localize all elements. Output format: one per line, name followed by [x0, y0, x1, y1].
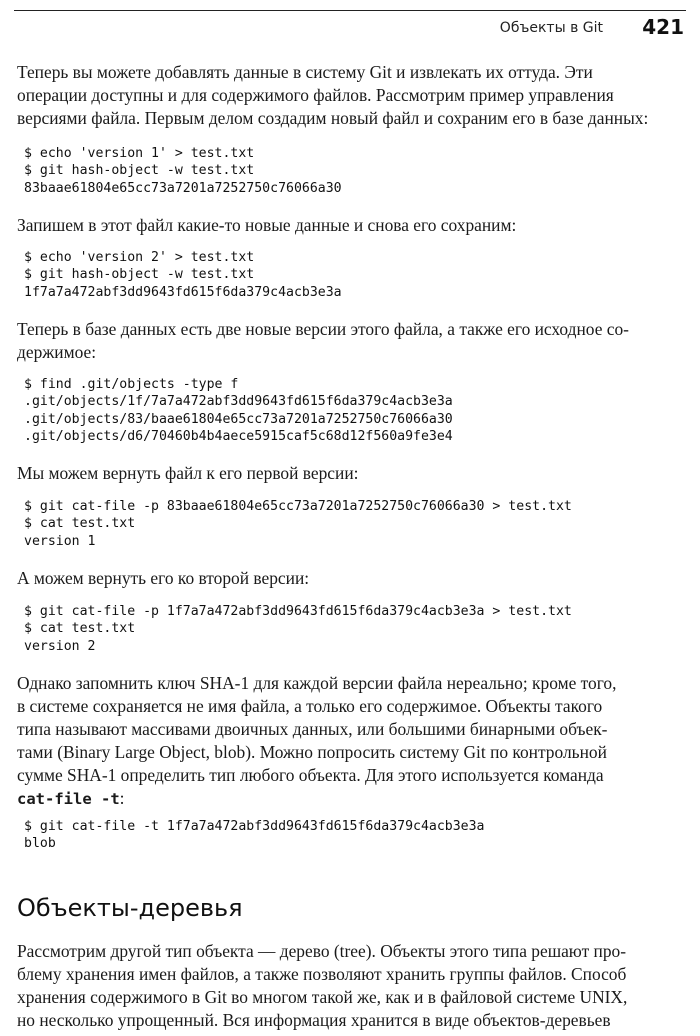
- text-line: в системе сохраняется не имя файла, а только его содержимое. Объекты такого: [17, 696, 603, 716]
- code-line: $ echo 'version 1' > test.txt: [24, 146, 255, 161]
- code-line: $ echo 'version 2' > test.txt: [24, 250, 255, 265]
- text-line: Однако запомнить ключ SHA-1 для каждой версии файла нереально; кроме того,: [17, 673, 617, 693]
- paragraph-restore-v1: [17, 462, 687, 485]
- code-line: $ git hash-object -w test.txt: [24, 163, 255, 179]
- text-line: хранения содержимого в Git во многом такой же, как и в файловой системе UNIX,: [17, 987, 628, 1007]
- text-line: [17, 787, 687, 811]
- paragraph-intro: [17, 61, 687, 130]
- code-line: $ git cat-file -t 1f7a7a472abf3dd9643fd615f6da379c4acb3e3a: [24, 819, 485, 834]
- text-line: Теперь вы можете добавлять данные в систему Git и извлекать их оттуда. Эти: [17, 62, 593, 82]
- code-line: 1f7a7a472abf3dd9643fd615f6da379c4acb3e3a: [24, 284, 342, 300]
- code-line: .git/objects/1f/7a7a472abf3dd9643fd615f6da379c4acb3e3a: [24, 394, 453, 410]
- code-block-hash-v1: [24, 145, 684, 197]
- header-rule: [14, 10, 686, 11]
- running-head: Объекты в Git: [499, 20, 603, 36]
- code-line: $ git cat-file -p 83baae61804e65cc73a7201a7252750c76066a30 > test.txt: [24, 499, 572, 514]
- text-line: Теперь в базе данных есть две новые версии этого файла, а также его исходное со-: [17, 319, 629, 339]
- code-line: $ cat test.txt: [24, 621, 136, 637]
- text-line: тами (Binary Large Object, blob). Можно попросить систему Git по контрольной: [17, 742, 607, 762]
- code-block-cat-type: [24, 818, 684, 853]
- code-block-hash-v2: [24, 249, 684, 301]
- paragraph-blob-explanation: [17, 672, 687, 811]
- paragraph-write-new: [17, 214, 687, 237]
- code-block-cat-v2: [24, 603, 684, 655]
- text-line: Запишем в этот файл какие-то новые данные и снова его сохраним:: [17, 215, 517, 235]
- text-line: но несколько упрощенный. Вся информация хранится в виде объектов-деревьев: [17, 1010, 611, 1030]
- text-line: сумме SHA-1 определить тип любого объекта. Для этого используется команда: [17, 765, 604, 785]
- text-line: версиями файла. Первым делом создадим новый файл и сохраним его в базе данных:: [17, 108, 649, 128]
- code-line: 83baae61804e65cc73a7201a7252750c76066a30: [24, 180, 342, 196]
- text-line: держимое:: [17, 342, 97, 362]
- code-line: version 1: [24, 533, 96, 549]
- paragraph-restore-v2: [17, 567, 687, 590]
- code-line: .git/objects/83/baae61804e65cc73a7201a7252750c76066a30: [24, 411, 453, 427]
- code-block-find-objects: [24, 376, 684, 445]
- code-line: .git/objects/d6/70460b4b4aece5915caf5c68d12f560a9fe3e4: [24, 428, 453, 444]
- inline-code: cat-file -t: [17, 790, 120, 808]
- page-number: 421: [642, 15, 684, 39]
- code-line: $ git hash-object -w test.txt: [24, 267, 255, 283]
- text-line: операции доступны и для содержимого файлов. Рассмотрим пример управления: [17, 85, 614, 105]
- code-line: version 2: [24, 638, 96, 654]
- paragraph-two-versions: [17, 318, 687, 364]
- code-line: $ find .git/objects -type f: [24, 377, 239, 392]
- section-title: Объекты-деревья: [17, 894, 243, 922]
- text-line: А можем вернуть его ко второй версии:: [17, 568, 310, 588]
- text-line: блему хранения имен файлов, а также позволяют хранить группы файлов. Способ: [17, 964, 627, 984]
- paragraph-tree-objects: [17, 940, 687, 1032]
- text-line: типа называют массивами двоичных данных, или большими бинарными объек-: [17, 719, 608, 739]
- text-punctuation: :: [119, 788, 125, 808]
- code-line: $ git cat-file -p 1f7a7a472abf3dd9643fd615f6da379c4acb3e3a > test.txt: [24, 604, 572, 619]
- code-line: $ cat test.txt: [24, 516, 136, 532]
- code-line: blob: [24, 836, 56, 852]
- code-block-cat-v1: [24, 498, 684, 550]
- text-line: Рассмотрим другой тип объекта — дерево (tree). Объекты этого типа решают про-: [17, 941, 627, 961]
- text-line: Мы можем вернуть файл к его первой версии:: [17, 463, 359, 483]
